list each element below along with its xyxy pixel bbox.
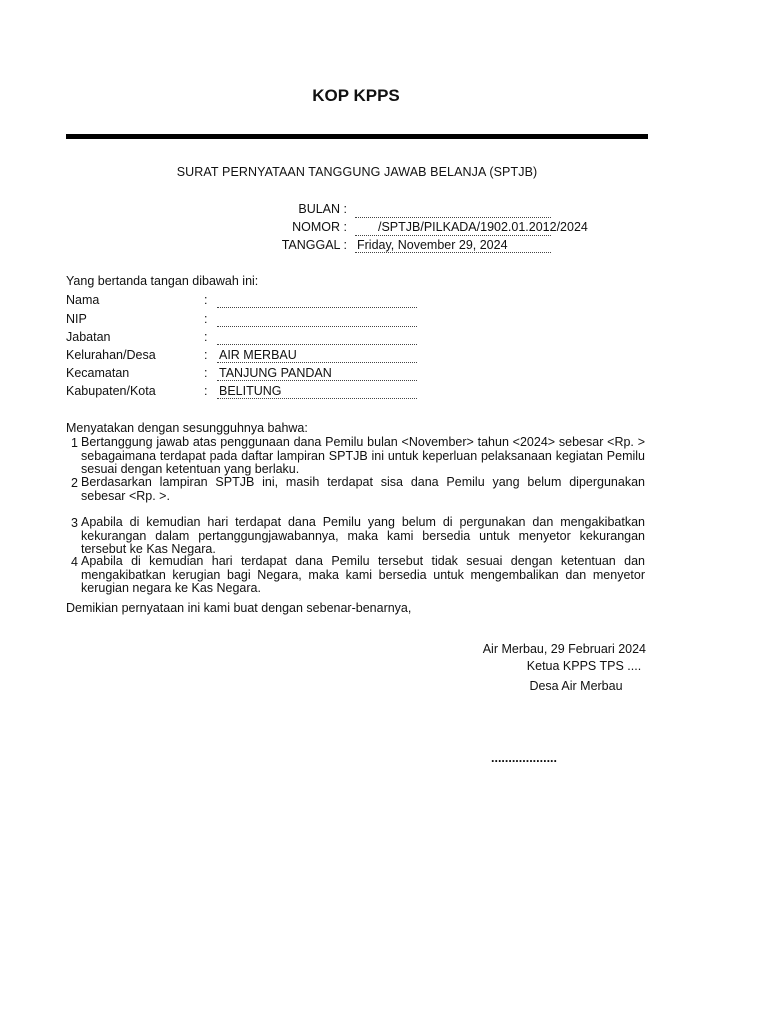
field-label: Kecamatan xyxy=(66,366,130,380)
document-subject: SURAT PERNYATAAN TANGGUNG JAWAB BELANJA (SPTJB) xyxy=(176,165,538,179)
field-value-kelurahan: AIR MERBAU xyxy=(217,348,417,363)
field-value-jabatan xyxy=(217,330,417,345)
tanggal-value: Friday, November 29, 2024 xyxy=(355,238,551,253)
closing-statement: Demikian pernyataan ini kami buat dengan sebenar-benarnya, xyxy=(66,601,412,615)
field-value-nama xyxy=(217,293,417,308)
field-label: Jabatan xyxy=(66,330,111,344)
statement-item: Berdasarkan lampiran SPTJB ini, masih terdapat sisa dana Pemilu yang belum dipergunakan sebesar <Rp. >. xyxy=(81,475,645,503)
field-colon: : xyxy=(204,293,208,307)
field-label: Kabupaten/Kota xyxy=(66,384,156,398)
field-colon: : xyxy=(204,384,208,398)
item-number: 4 xyxy=(71,555,78,569)
item-number: 2 xyxy=(71,476,78,490)
signatory-name: ................... xyxy=(491,751,557,765)
field-value-kecamatan: TANJUNG PANDAN xyxy=(217,366,417,381)
letterhead-title: KOP KPPS xyxy=(312,86,400,105)
signatory-role: Ketua KPPS TPS .... xyxy=(526,659,642,673)
letterhead-rule xyxy=(66,134,648,139)
statement-item: Apabila di kemudian hari terdapat dana Pemilu yang belum di pergunakan dan mengakibatkan kekurangan dalam pertanggungjawabannya, maka kami bersedia untuk menyetor kekurangan tersebut ke Kas Negara. xyxy=(81,515,645,556)
statement-intro: Menyatakan dengan sesungguhnya bahwa: xyxy=(66,421,308,435)
item-number: 3 xyxy=(71,516,78,530)
item-number: 1 xyxy=(71,436,78,450)
field-colon: : xyxy=(204,366,208,380)
nomor-value: /SPTJB/PILKADA/1902.01.2012/2024 xyxy=(378,220,588,234)
tanggal-label: TANGGAL : xyxy=(281,238,347,252)
statement-item: Apabila di kemudian hari terdapat dana Pemilu tersebut tidak sesuai dengan ketentuan dan mengakibatkan kerugian bagi Negara, maka kami bersedia untuk mengembalikan dan menyetor kerugian negara ke Kas Negara. xyxy=(81,554,645,595)
bulan-value xyxy=(355,202,551,218)
signatory-village: Desa Air Merbau xyxy=(529,679,623,693)
field-value-nip xyxy=(217,312,417,327)
field-colon: : xyxy=(204,330,208,344)
statement-item: Bertanggung jawab atas penggunaan dana Pemilu bulan <November> tahun <2024> sebesar <Rp. > sebagaimana terdapat pada daftar lampiran SPTJB ini untuk keperluan pelaksanaan kegiatan Pemilu sesuai dengan ketentuan yang berlaku. xyxy=(81,435,645,476)
field-label: NIP xyxy=(66,312,87,326)
place-date: Air Merbau, 29 Februari 2024 xyxy=(482,642,646,656)
field-label: Nama xyxy=(66,293,100,307)
bulan-label: BULAN : xyxy=(298,202,347,216)
field-colon: : xyxy=(204,312,208,326)
nomor-label: NOMOR : xyxy=(292,220,347,234)
field-value-kabupaten: BELITUNG xyxy=(217,384,417,399)
field-label: Kelurahan/Desa xyxy=(66,348,156,362)
field-colon: : xyxy=(204,348,208,362)
identity-intro: Yang bertanda tangan dibawah ini: xyxy=(66,274,259,288)
